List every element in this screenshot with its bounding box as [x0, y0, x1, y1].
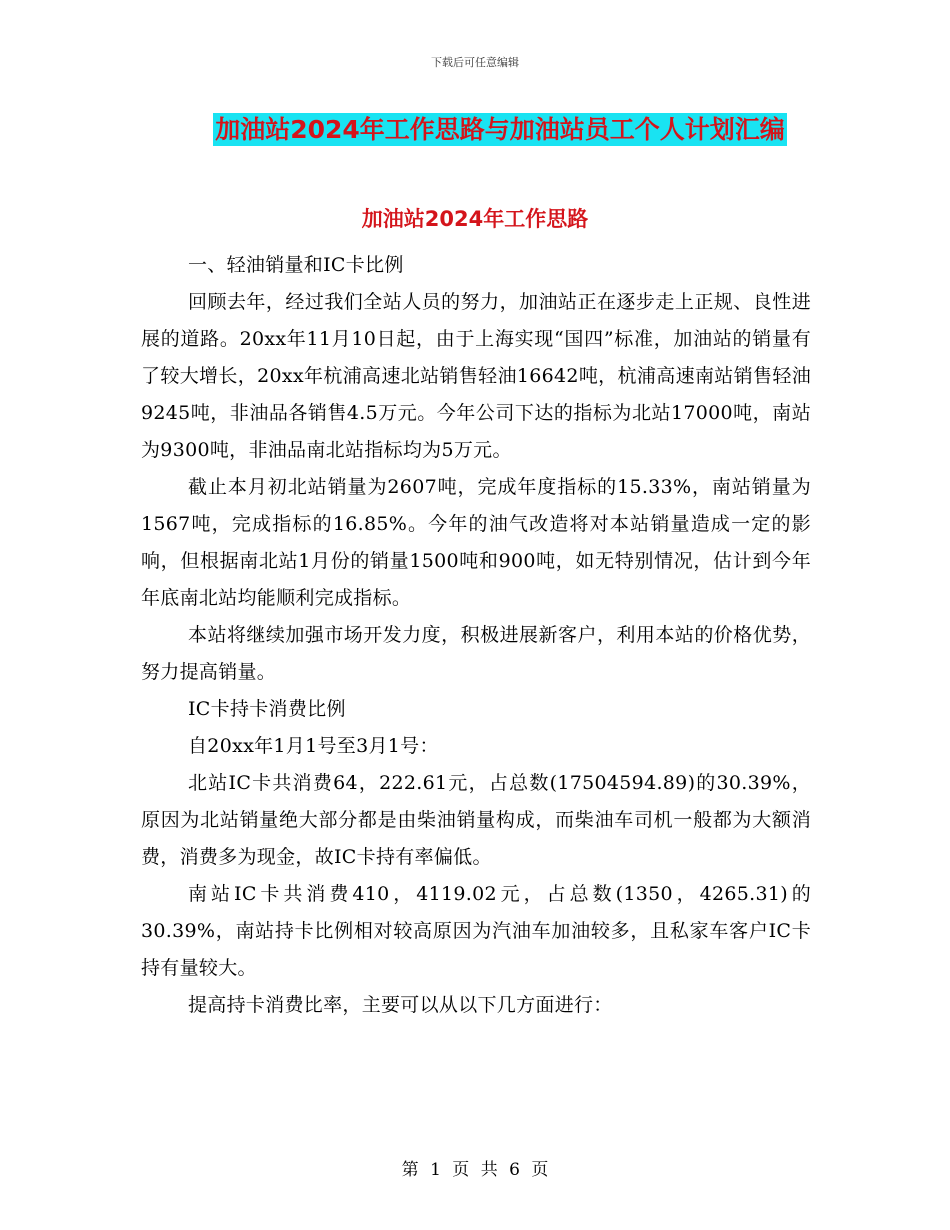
- page-footer: 第 1 页 共 6 页: [401, 1160, 549, 1180]
- header-note: 下载后可任意编辑: [431, 56, 519, 69]
- paragraph: 北站IC卡共消费64，222.61元，占总数(17504594.89)的30.39%，原因为北站销量绝大部分都是由柴油销量构成，而柴油车司机一般都为大额消费，消费多为现金，故IC卡持有率偏低。: [141, 772, 811, 868]
- paragraph-heading-1: 一、轻油销量和IC卡比例: [188, 254, 404, 276]
- section-title: 加油站2024年工作思路: [361, 207, 589, 231]
- paragraph: 回顾去年，经过我们全站人员的努力，加油站正在逐步走上正规、良性进展的道路。20xx年11月10日起，由于上海实现“国四”标准，加油站的销量有了较大增长，20xx年杭浦高速北站销售轻油16642吨，杭浦高速南站销售轻油9245吨，非油品各销售4.5万元。今年公司下达的指标为北站17000吨，南站为9300吨，非油品南北站指标均为5万元。: [141, 291, 811, 461]
- document-body: [141, 247, 811, 1024]
- paragraph: 南站IC卡共消费410，4119.02元，占总数(1350，4265.31)的30.39%，南站持卡比例相对较高原因为汽油车加油较多，且私家车客户IC卡持有量较大。: [141, 883, 811, 979]
- paragraph: 提高持卡消费比率，主要可以从以下几方面进行：: [188, 994, 613, 1016]
- paragraph-subheading: IC卡持卡消费比例: [188, 698, 346, 720]
- paragraph: 截止本月初北站销量为2607吨，完成年度指标的15.33%，南站销量为1567吨，完成指标的16.85%。今年的油气改造将对本站销量造成一定的影响，但根据南北站1月份的销量1500吨和900吨，如无特别情况，估计到今年年底南北站均能顺利完成指标。: [141, 476, 811, 609]
- document-title-text: 加油站2024年工作思路与加油站员工个人计划汇编: [215, 115, 785, 144]
- document-title: [0, 110, 950, 146]
- paragraph: 本站将继续加强市场开发力度，积极进展新客户，利用本站的价格优势，努力提高销量。: [141, 624, 811, 683]
- paragraph: 自20xx年1月1号至3月1号：: [188, 735, 439, 757]
